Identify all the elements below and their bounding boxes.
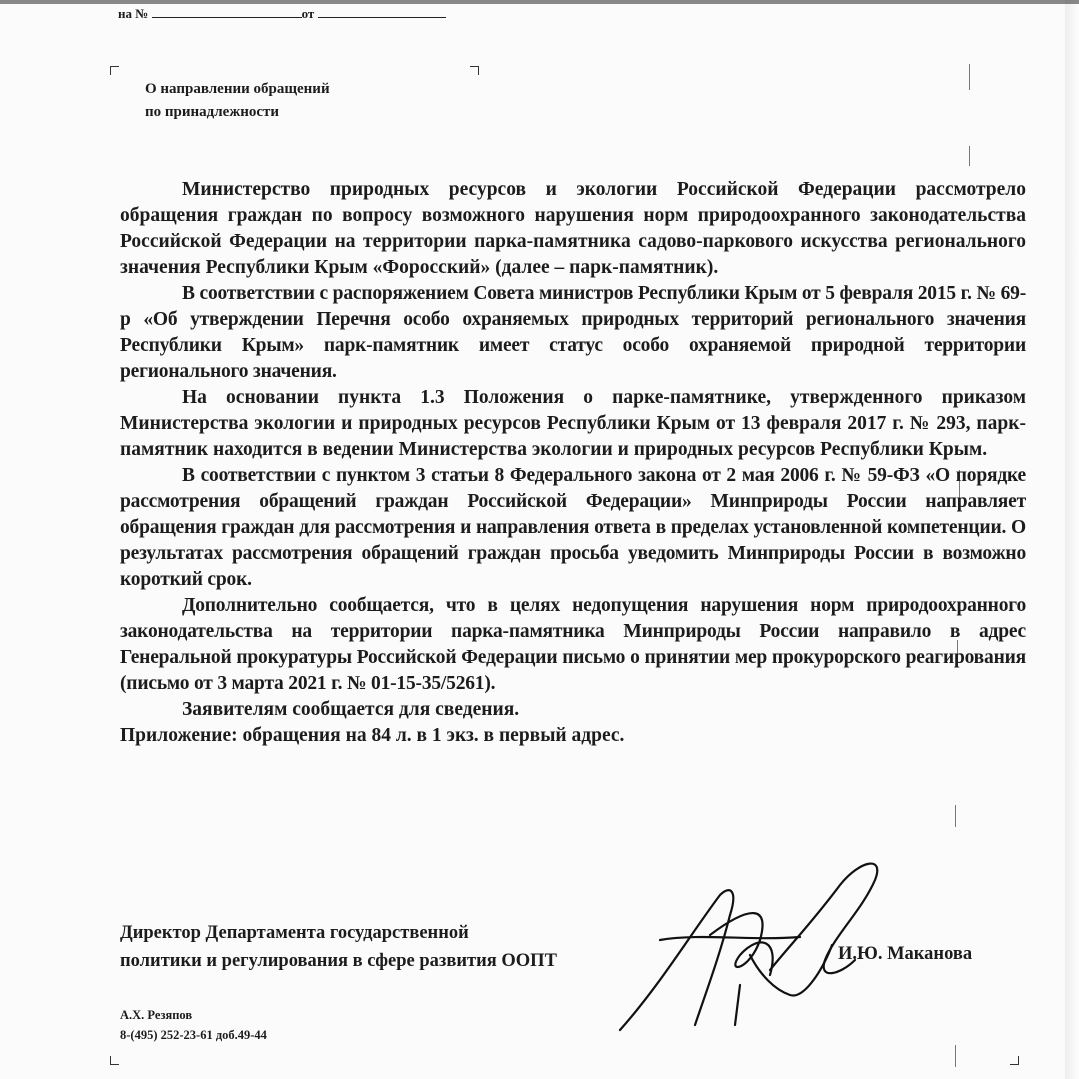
ref-date-blank <box>318 7 446 18</box>
margin-tick <box>969 146 970 166</box>
letter-subject <box>145 78 330 124</box>
subject-line-2: по принадлежности <box>145 104 280 120</box>
margin-tick <box>969 64 970 90</box>
body-paragraph-3: На основании пункта 1.3 Положения о парке-памятнике, утвержденного приказом Министерства экологии и природных ресурсов Республики Крым от 13 февраля 2017 г. № 293, парк-памятник находится в ведении Министерства экологии и природных ресурсов Республики Крым. <box>120 387 1026 460</box>
body-paragraph-4: В соответствии с пунктом 3 статьи 8 Федерального закона от 2 мая 2006 г. № 59-ФЗ «О порядке рассмотрения обращений граждан Российской Федерации» Минприроды России направляет обращения граждан для рассмотрения и направления ответа в пределах установленной компетенции. О результатах рассмотрения обращений граждан просьба уведомить Минприроды России в возможно короткий срок. <box>120 465 1026 590</box>
executor-name: А.Х. Резяпов <box>120 1008 193 1022</box>
ref-number-label: на № <box>118 6 149 21</box>
cropped-letterhead-edge <box>0 0 1079 4</box>
ref-number-blank <box>152 7 302 18</box>
executor-info <box>120 1005 267 1045</box>
signer-name: И.Ю. Маканова <box>838 944 973 964</box>
ref-date-label: от <box>301 6 315 21</box>
body-paragraph-1: Министерство природных ресурсов и экологии Российской Федерации рассмотрело обращения граждан по вопросу возможного нарушения норм природоохранного законодательства Российской Федерации на территории парка-памятника садово-паркового искусства регионального значения Республики Крым «Форосский» (далее – парк-памятник). <box>120 179 1026 278</box>
body-paragraph-5: Дополнительно сообщается, что в целях недопущения нарушения норм природоохранного законодательства на территории парка-памятника Минприроды России направило в адрес Генеральной прокуратуры Российской Федерации письмо о принятии мер прокурорского реагирования (письмо от 3 марта 2021 г. № 01-15-35/5261). <box>120 595 1026 694</box>
corner-mark-top-right <box>470 66 479 75</box>
signatory-position <box>120 919 557 975</box>
corner-mark-bottom-right <box>1010 1056 1019 1065</box>
attachment-line: Приложение: обращения на 84 л. в 1 экз. в первый адрес. <box>120 725 625 746</box>
body-paragraph-6: Заявителям сообщается для сведения. <box>182 699 520 720</box>
position-line-2: политики и регулирования в сфере развития ООПТ <box>120 951 557 971</box>
margin-tick <box>955 1045 956 1067</box>
position-line-1: Директор Департамента государственной <box>120 923 469 943</box>
executor-phone: 8-(495) 252-23-61 доб.49-44 <box>120 1028 267 1042</box>
corner-mark-top-left <box>110 66 119 75</box>
handwritten-signature <box>600 845 900 1045</box>
body-paragraph-2: В соответствии с распоряжением Совета министров Республики Крым от 5 февраля 2015 г. № 69-р «Об утверждении Перечня особо охраняемых природных территорий регионального значения Республики Крым» парк-памятник имеет статус особо охраняемой природной территории регионального значения. <box>120 283 1026 382</box>
subject-line-1: О направлении обращений <box>145 81 330 97</box>
margin-tick <box>955 805 956 827</box>
corner-mark-bottom-left <box>110 1056 119 1065</box>
letter-body <box>120 177 1026 749</box>
page-edge <box>1065 0 1079 1079</box>
reference-line <box>118 6 446 22</box>
